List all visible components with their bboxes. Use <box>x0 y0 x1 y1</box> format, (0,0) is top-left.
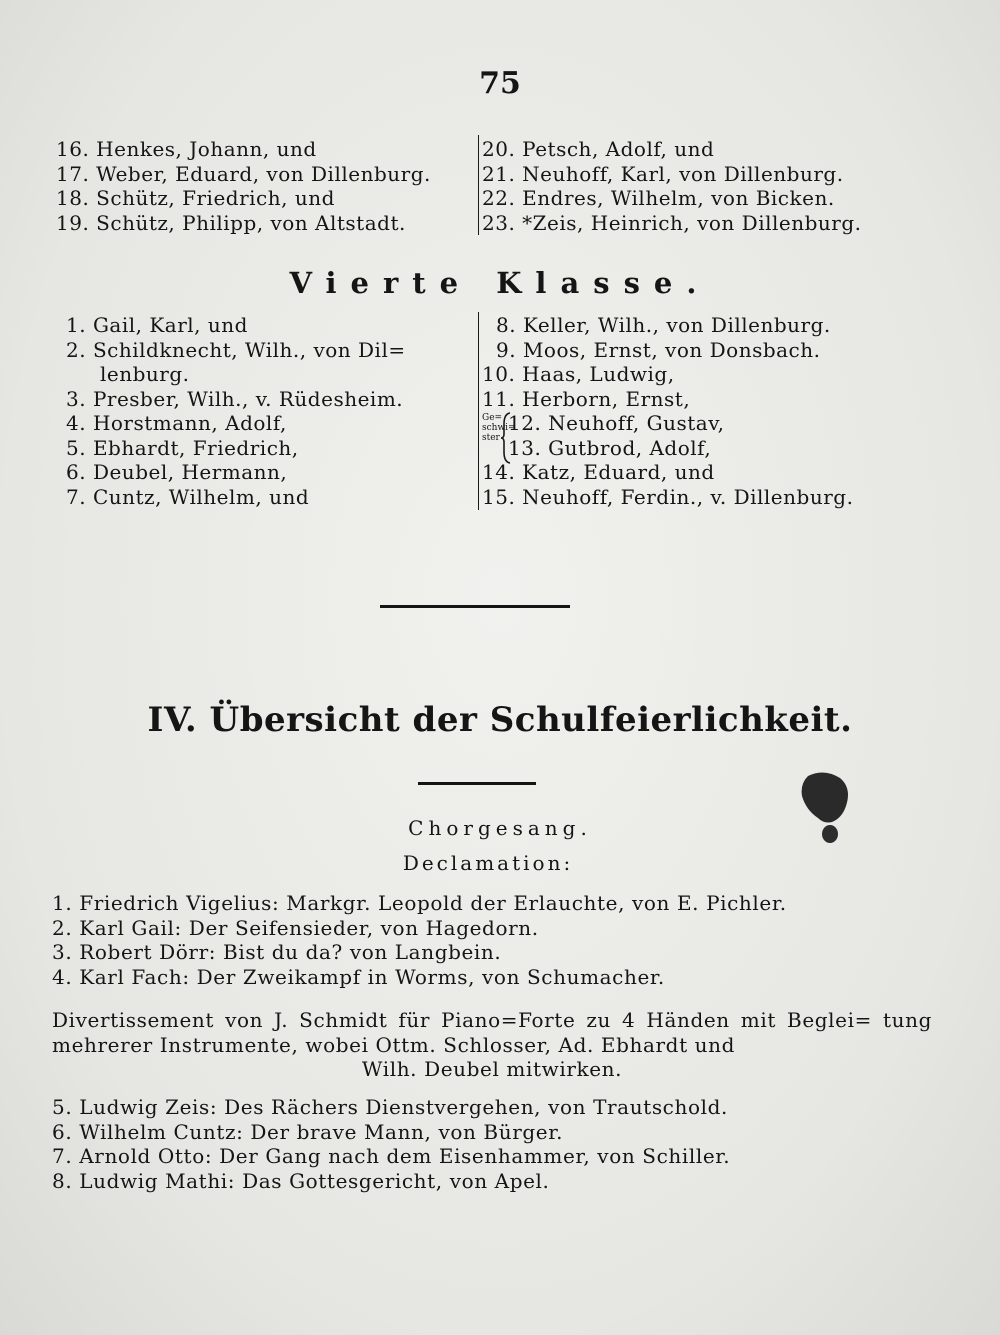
klasse-list-left <box>66 313 406 509</box>
list-item: 9. Moos, Ernst, von Donsbach. <box>496 337 821 362</box>
program-item: 3. Robert Dörr: Bist du da? von Langbein. <box>52 940 502 964</box>
list-item: 22. Endres, Wilhelm, von Bicken. <box>482 186 835 210</box>
chorgesang-heading: Chorgesang. <box>408 816 592 840</box>
list-item: 8. Keller, Wilh., von Dillenburg. <box>496 313 831 337</box>
list-item: 14. Katz, Eduard, und <box>482 460 715 484</box>
list-item: 20. Petsch, Adolf, und <box>482 137 715 161</box>
klasse-list-right <box>482 313 854 509</box>
program-item: 6. Wilhelm Cuntz: Der brave Mann, von Bürger. <box>52 1119 564 1144</box>
list-item: 13. Gutbrod, Adolf, <box>508 435 712 460</box>
sibling-brace-note: Ge= schwi= ster <box>482 413 516 443</box>
list-item: 4. Horstmann, Adolf, <box>66 411 287 435</box>
divertissement-paragraph <box>52 1008 932 1082</box>
title-underline <box>418 782 536 785</box>
list-item: 21. Neuhoff, Karl, von Dillenburg. <box>482 161 844 186</box>
list-item: 23. *Zeis, Heinrich, von Dillenburg. <box>482 210 862 235</box>
list-item: 5. Ebhardt, Friedrich, <box>66 435 299 460</box>
list-item: 17. Weber, Eduard, von Dillenburg. <box>56 161 431 186</box>
declamation-list-2 <box>52 1095 730 1193</box>
list-item: 16. Henkes, Johann, und <box>56 137 317 161</box>
brace-icon <box>500 412 512 464</box>
class-heading: Vierte Klasse. <box>289 266 711 300</box>
declamation-heading: Declamation: <box>402 851 574 875</box>
ink-stain <box>796 770 856 850</box>
list-item: 6. Deubel, Hermann, <box>66 460 288 484</box>
list-item: lenburg. <box>100 362 190 386</box>
program-item: 4. Karl Fach: Der Zweikampf in Worms, von Schumacher. <box>52 964 665 989</box>
top-list-left <box>56 137 431 235</box>
separator-rule <box>380 605 570 608</box>
declamation-list <box>52 891 787 989</box>
list-item: 15. Neuhoff, Ferdin., v. Dillenburg. <box>482 484 854 509</box>
list-item: 7. Cuntz, Wilhelm, und <box>66 484 310 509</box>
program-item: 5. Ludwig Zeis: Des Rächers Dienstvergehen, von Trautschold. <box>52 1095 728 1119</box>
list-item: 1. Gail, Karl, und <box>66 313 248 337</box>
list-item: 12. Neuhoff, Gustav, <box>508 411 725 435</box>
column-divider <box>478 312 479 510</box>
program-item: 2. Karl Gail: Der Seifensieder, von Hagedorn. <box>52 915 539 940</box>
list-item: 2. Schildknecht, Wilh., von Dil= <box>66 337 406 362</box>
program-item: 8. Ludwig Mathi: Das Gottesgericht, von Apel. <box>52 1168 550 1193</box>
list-item: 11. Herborn, Ernst, <box>482 386 691 411</box>
divertissement-text-last: Wilh. Deubel mitwirken. <box>361 1057 623 1081</box>
top-list-right <box>482 137 862 235</box>
list-item: 3. Presber, Wilh., v. Rüdesheim. <box>66 386 404 411</box>
column-divider <box>478 135 479 235</box>
list-item: 10. Haas, Ludwig, <box>482 362 675 386</box>
program-item: 7. Arnold Otto: Der Gang nach dem Eisenhammer, von Schiller. <box>52 1144 731 1168</box>
divertissement-text: Divertissement von J. Schmidt für Piano=Forte zu 4 Händen mit Beglei= tung mehrerer Instrumente, wobei Ottm. Schlosser, Ad. Ebhardt und <box>52 1008 932 1057</box>
list-item: 19. Schütz, Philipp, von Altstadt. <box>56 210 406 235</box>
list-item: 18. Schütz, Friedrich, und <box>56 186 335 210</box>
section-title: IV. Übersicht der Schulfeierlichkeit. <box>147 700 853 740</box>
page-number: 75 <box>479 66 521 101</box>
program-item: 1. Friedrich Vigelius: Markgr. Leopold der Erlauchte, von E. Pichler. <box>52 891 787 915</box>
